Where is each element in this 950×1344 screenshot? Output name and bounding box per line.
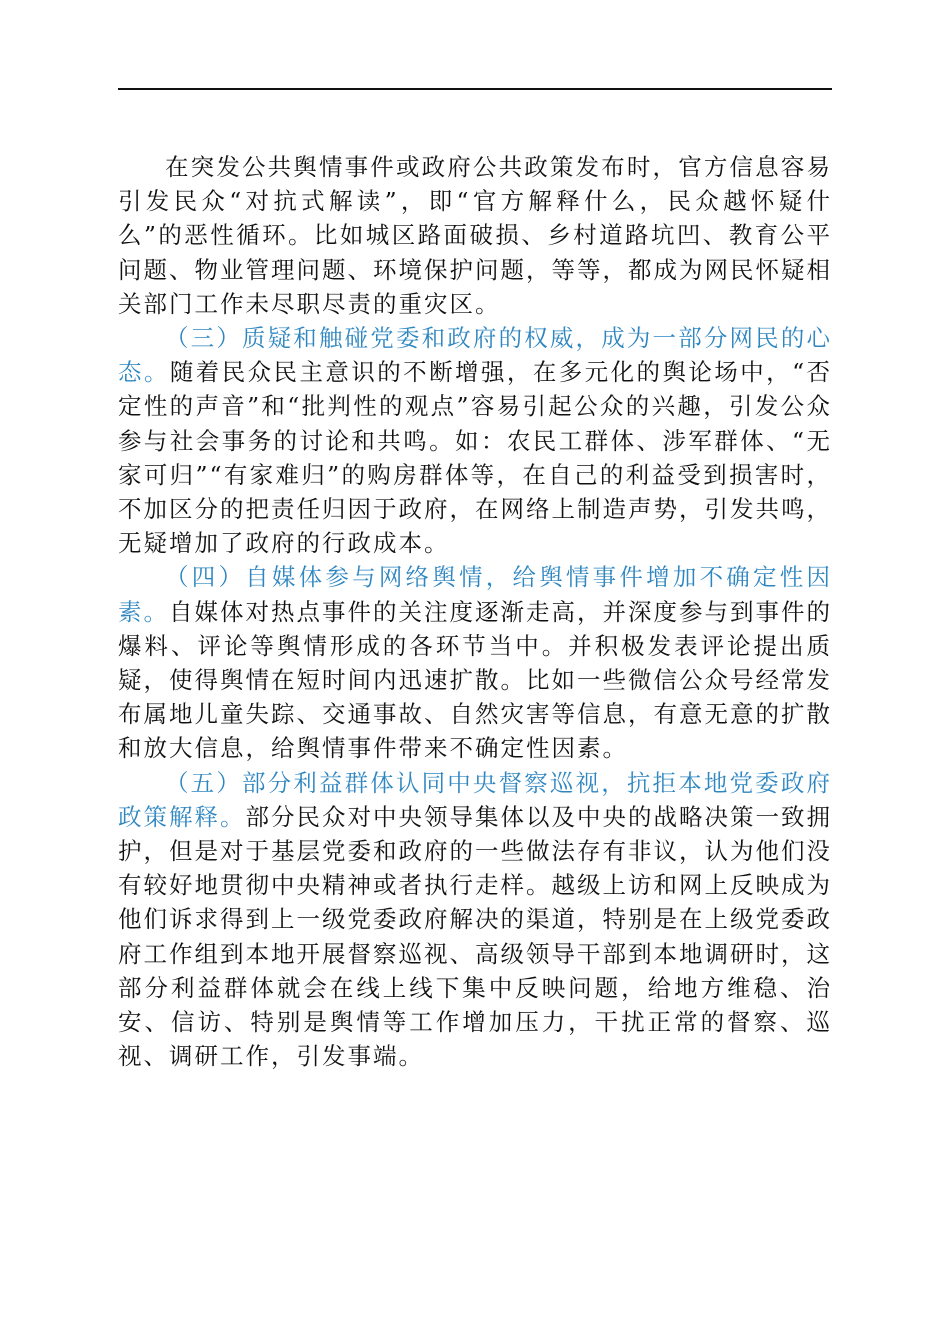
header-rule — [118, 88, 832, 90]
paragraph-section-4 — [118, 560, 832, 765]
paragraph-text: 在突发公共舆情事件或政府公共政策发布时，官方信息容易引发民众“对抗式解读”，即“官方解释什么，民众越怀疑什么”的恶性循环。比如城区路面破损、乡村道路坑凹、教育公平问题、物业管理问题、环境保护问题，等等，都成为网民怀疑相关部门工作未尽职尽责的重灾区。 — [118, 153, 832, 318]
paragraph-text: 随着民众民主意识的不断增强，在多元化的舆论场中，“否定性的声音”和“批判性的观点”容易引起公众的兴趣，引发公众参与社会事务的讨论和共鸣。如：农民工群体、涉军群体、“无家可归”“有家难归”的购房群体等，在自己的利益受到损害时，不加区分的把责任归因于政府，在网络上制造声势，引发共鸣，无疑增加了政府的行政成本。 — [118, 358, 833, 558]
paragraph-intro — [118, 150, 832, 321]
section-heading-5: （五）部分利益群体认同中央督察巡视，抗拒本地党委政府政策解释。 — [118, 768, 832, 831]
paragraph-section-5 — [118, 766, 832, 1074]
section-heading-4: （四）自媒体参与网络舆情，给舆情事件增加不确定性因素。 — [118, 563, 832, 626]
document-body — [118, 150, 832, 1073]
paragraph-section-3 — [118, 321, 832, 560]
paragraph-text: 部分民众对中央领导集体以及中央的战略决策一致拥护，但是对于基层党委和政府的一些做法存有非议，认为他们没有较好地贯彻中央精神或者执行走样。越级上访和网上反映成为他们诉求得到上一级党委政府解决的渠道，特别是在上级党委政府工作组到本地开展督察巡视、高级领导干部到本地调研时，这部分利益群体就会在线上线下集中反映问题，给地方维稳、治安、信访、特别是舆情等工作增加压力，干扰正常的督察、巡视、调研工作，引发事端。 — [118, 802, 832, 1071]
section-heading-3: （三）质疑和触碰党委和政府的权威，成为一部分网民的心态。 — [118, 324, 832, 387]
paragraph-text: 自媒体对热点事件的关注度逐渐走高，并深度参与到事件的爆料、评论等舆情形成的各环节当中。并积极发表评论提出质疑，使得舆情在短时间内迅速扩散。比如一些微信公众号经常发布属地儿童失踪、交通事故、自然灾害等信息，有意无意的扩散和放大信息，给舆情事件带来不确定性因素。 — [118, 597, 832, 763]
